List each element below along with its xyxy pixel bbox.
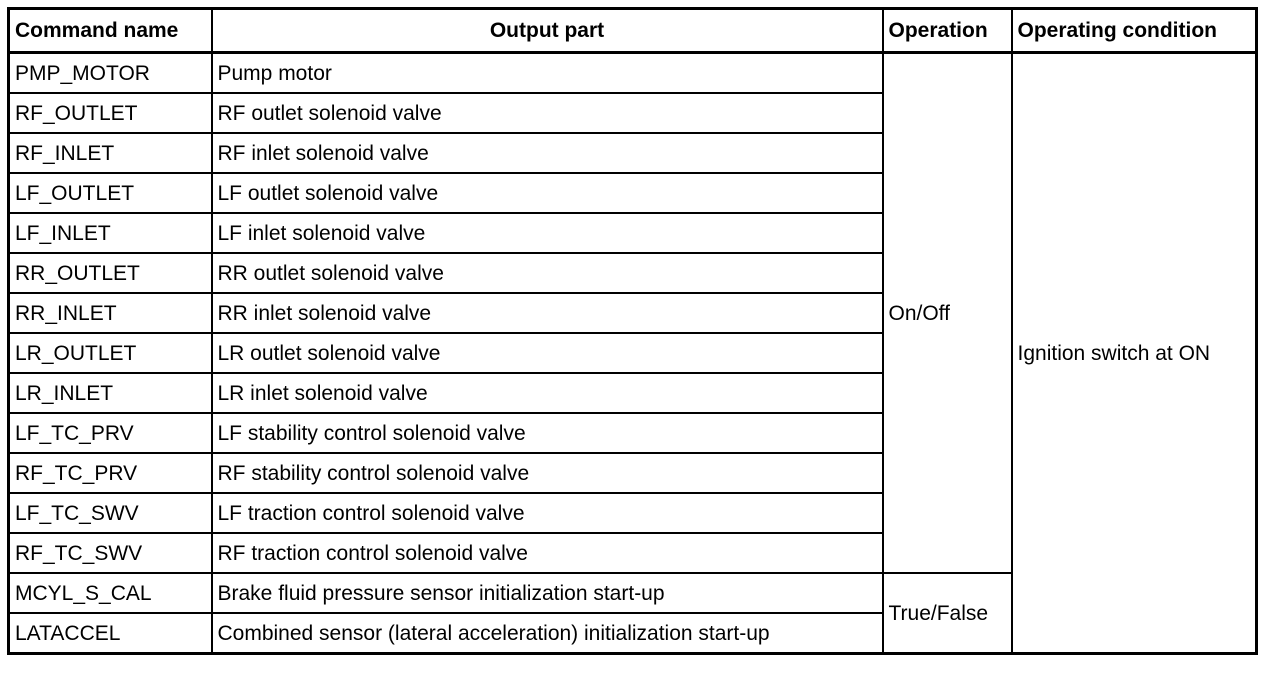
output-cell: RF outlet solenoid valve (212, 93, 883, 133)
command-cell: LR_OUTLET (9, 333, 212, 373)
command-cell: LATACCEL (9, 613, 212, 654)
output-cell: LF stability control solenoid valve (212, 413, 883, 453)
output-cell: Pump motor (212, 53, 883, 94)
output-cell: Brake fluid pressure sensor initialization start-up (212, 573, 883, 613)
condition-cell: Ignition switch at ON (1012, 53, 1257, 654)
operation-cell-on-off: On/Off (883, 53, 1012, 574)
output-cell: Combined sensor (lateral acceleration) initialization start-up (212, 613, 883, 654)
header-command-name: Command name (9, 9, 212, 53)
table-header-row (9, 9, 1257, 53)
output-cell: RF inlet solenoid valve (212, 133, 883, 173)
command-cell: RF_TC_SWV (9, 533, 212, 573)
command-cell: RF_TC_PRV (9, 453, 212, 493)
output-cell: LF traction control solenoid valve (212, 493, 883, 533)
output-cell: RR outlet solenoid valve (212, 253, 883, 293)
command-cell: LF_INLET (9, 213, 212, 253)
output-cell: RR inlet solenoid valve (212, 293, 883, 333)
output-cell: LR outlet solenoid valve (212, 333, 883, 373)
command-cell: RF_OUTLET (9, 93, 212, 133)
header-output-part: Output part (212, 9, 883, 53)
output-cell: RF stability control solenoid valve (212, 453, 883, 493)
output-cell: RF traction control solenoid valve (212, 533, 883, 573)
output-cell: LF outlet solenoid valve (212, 173, 883, 213)
command-cell: RR_OUTLET (9, 253, 212, 293)
command-cell: PMP_MOTOR (9, 53, 212, 94)
command-cell: LF_TC_SWV (9, 493, 212, 533)
command-table (7, 7, 1258, 655)
header-operating-condition: Operating condition (1012, 9, 1257, 53)
command-cell: LF_OUTLET (9, 173, 212, 213)
output-cell: LR inlet solenoid valve (212, 373, 883, 413)
table-row (9, 53, 1257, 94)
header-operation: Operation (883, 9, 1012, 53)
operation-cell-true-false: True/False (883, 573, 1012, 654)
command-cell: MCYL_S_CAL (9, 573, 212, 613)
command-cell: RF_INLET (9, 133, 212, 173)
command-cell: LF_TC_PRV (9, 413, 212, 453)
command-cell: RR_INLET (9, 293, 212, 333)
output-cell: LF inlet solenoid valve (212, 213, 883, 253)
command-cell: LR_INLET (9, 373, 212, 413)
